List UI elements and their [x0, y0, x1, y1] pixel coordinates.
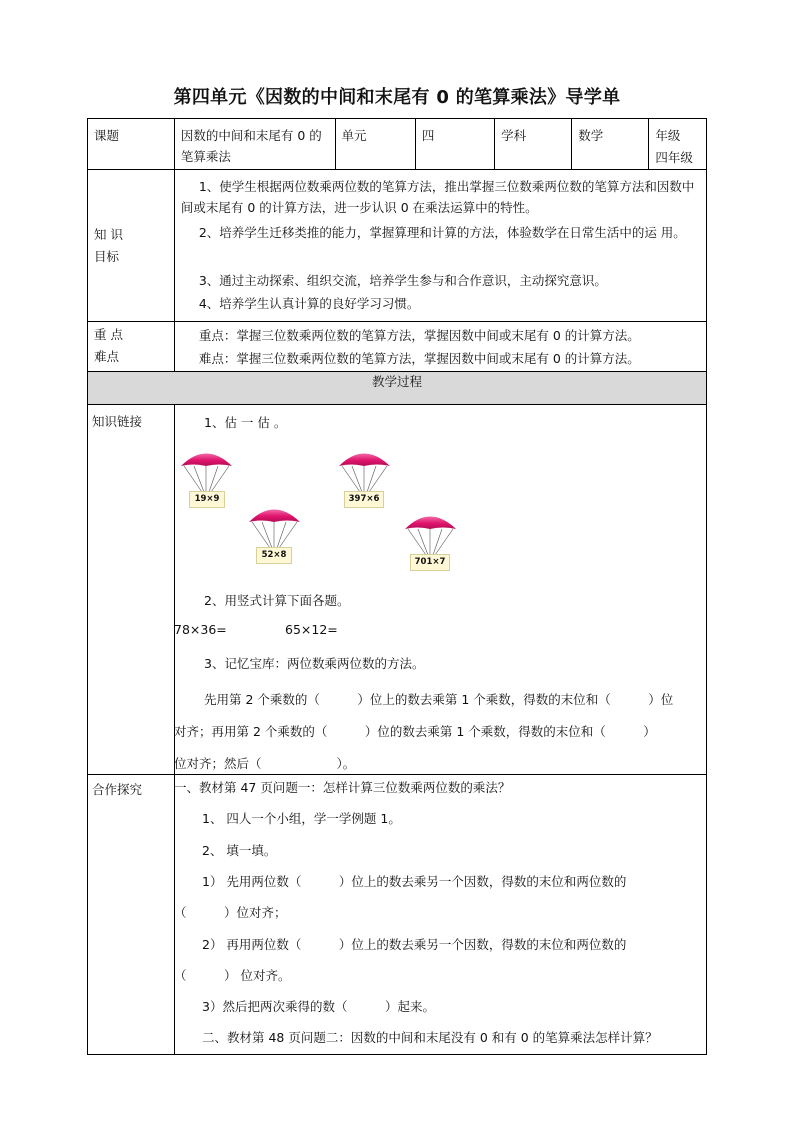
- method-line: 对齐；再用第 2 个乘数的（ ）位的数去乘第 1 个乘数，得数的末位和（ ）: [174, 724, 656, 739]
- explore-label: 合作探究: [92, 782, 143, 797]
- calc-item: 65×12=: [285, 622, 338, 637]
- knowledge-link-row: [88, 405, 707, 775]
- fill-item: 1） 先用两位数（ ）位上的数去乘另一个因数，得数的末位和两位数的: [202, 874, 627, 889]
- worksheet-table: [87, 118, 707, 1055]
- topic-value: 因数的中间和末尾有 0 的笔算乘法: [180, 128, 322, 164]
- goals-label-2: 目标: [94, 249, 120, 264]
- goal-item-1: 1、使学生根据两位数乘两位数的笔算方法，推出掌握三位数乘两位数的笔算方法和因数中间或末尾有 0 的计算方法，进一步认识 0 在乘法运算中的特性。: [180, 179, 695, 215]
- memory-question: 3、记忆宝库：两位数乘两位数的方法。: [204, 656, 425, 671]
- parachute-label: 397×6: [344, 491, 384, 508]
- estimate-question: 1、估 一 估 。: [204, 415, 287, 430]
- key-label-1: 重 点: [94, 327, 123, 342]
- topic-label: 课题: [94, 128, 120, 143]
- method-line: 位对齐；然后（ ）。: [174, 756, 356, 771]
- parachute-label: 52×8: [256, 547, 292, 564]
- knowledge-link-label: 知识链接: [92, 414, 143, 429]
- fill-item: （ ） 位对齐。: [174, 968, 291, 983]
- process-band-row: [88, 372, 707, 405]
- fill-item: （ ）位对齐；: [174, 905, 287, 920]
- explore-step: 2、 填一填。: [202, 843, 277, 858]
- grade-value: 四年级: [655, 150, 693, 165]
- method-line: 先用第 2 个乘数的（ ）位上的数去乘第 1 个乘数，得数的末位和（ ）位: [204, 692, 674, 707]
- vertical-calc-question: 2、用竖式计算下面各题。: [204, 593, 350, 608]
- explore-section-2: 二、教材第 48 页问题二：因数的中间和末尾没有 0 和有 0 的笔算乘法怎样计算？: [202, 1030, 658, 1045]
- goal-item-2: 2、培养学生迁移类推的能力，掌握算理和计算的方法，体验数学在日常生活中的运 用。: [198, 225, 686, 240]
- fill-item: 3）然后把两次乘得的数（ ）起来。: [202, 999, 435, 1014]
- grade-label: 年级: [655, 128, 681, 143]
- explore-step: 1、 四人一个小组，学一学例题 1。: [202, 811, 401, 826]
- parachute-label: 19×9: [189, 491, 225, 508]
- fill-item: 2） 再用两位数（ ）位上的数去乘另一个因数，得数的末位和两位数的: [202, 937, 627, 952]
- goals-row: [88, 170, 707, 322]
- grade-cell: [649, 119, 706, 169]
- difficult-point: 难点：掌握三位数乘两位数的笔算方法，掌握因数中间或末尾有 0 的计算方法。: [198, 351, 640, 366]
- page-title: 第四单元《因数的中间和末尾有 0 的笔算乘法》导学单: [173, 87, 621, 108]
- subject-value: 数学: [578, 128, 604, 143]
- key-label-2: 难点: [94, 349, 120, 364]
- header-row: [88, 119, 707, 170]
- unit-value: 四: [421, 128, 435, 143]
- parachute-label: 701×7: [410, 554, 450, 571]
- key-point: 重点：掌握三位数乘两位数的笔算方法，掌握因数中间或末尾有 0 的计算方法。: [198, 328, 640, 343]
- explore-row: [88, 775, 707, 1055]
- goals-label-1: 知 识: [94, 227, 123, 242]
- subject-label: 学科: [501, 128, 527, 143]
- process-header: 教学过程: [88, 372, 707, 405]
- explore-section-1: 一、教材第 47 页问题一：怎样计算三位数乘两位数的乘法？: [174, 780, 511, 795]
- key-points-row: [88, 322, 707, 372]
- goal-item-3: 3、通过主动探索、组织交流，培养学生参与和合作意识，主动探究意识。: [198, 273, 607, 288]
- calc-item: 78×36=: [174, 622, 227, 637]
- goal-item-4: 4、培养学生认真计算的良好学习习惯。: [198, 296, 420, 311]
- unit-label: 单元: [341, 128, 367, 143]
